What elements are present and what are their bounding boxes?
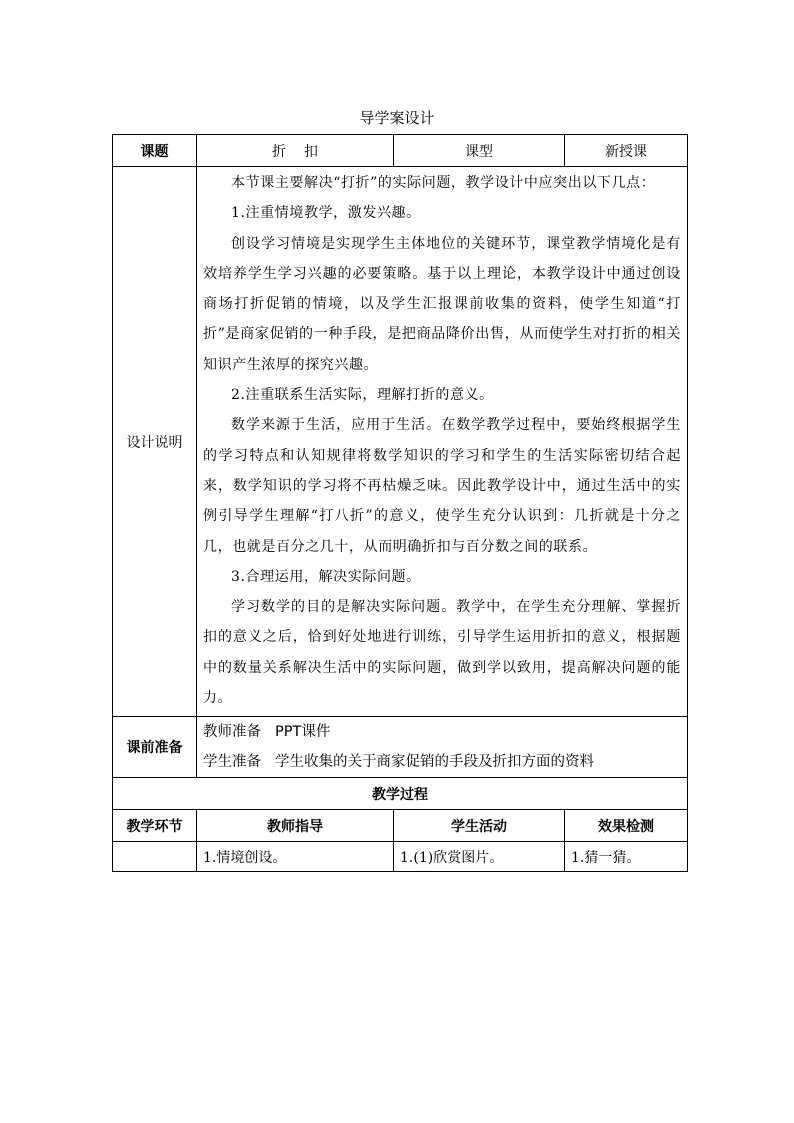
- design-label: 设计说明: [113, 167, 197, 717]
- header-row: [113, 135, 688, 167]
- process-title: 教学过程: [113, 778, 688, 810]
- prep-row: [113, 717, 688, 778]
- student-prep: [203, 747, 687, 777]
- type-value: 新授课: [565, 135, 688, 167]
- table-row: [113, 842, 688, 872]
- table-cell: 1.情境创设。: [197, 842, 394, 872]
- prep-label: 课前准备: [113, 717, 197, 778]
- process-title-row: [113, 778, 688, 810]
- lesson-plan-table: [112, 134, 688, 872]
- column-header: 学生活动: [394, 810, 565, 842]
- student-prep-value: 学生收集的关于商家促销的手段及折扣方面的资料: [275, 754, 594, 771]
- design-description: [197, 167, 688, 717]
- teacher-prep-label: 教师准备: [203, 724, 261, 741]
- table-cell: [113, 842, 197, 872]
- topic-label: 课题: [113, 135, 197, 167]
- design-row: [113, 167, 688, 717]
- student-prep-label: 学生准备: [203, 754, 261, 771]
- type-label: 课型: [394, 135, 565, 167]
- design-paragraph: 1.注重情境教学，激发兴趣。: [231, 205, 421, 222]
- document-title: 导学案设计: [359, 109, 435, 127]
- design-paragraph: 数学来源于生活，应用于生活。在数学教学过程中，要始终根据学生的学习特点和认知规律将数学知识的学习和学生的生活实际密切结合起来，数学知识的学习将不再枯燥乏味。因此教学设计中，通过生活中的实例引导学生理解“打八折”的意义，使学生充分认识到：几折就是十分之几，也就是百分之几十，从而明确折扣与百分数之间的联系。: [203, 417, 681, 555]
- teacher-prep: [203, 717, 687, 747]
- column-header: 教师指导: [197, 810, 394, 842]
- design-paragraph: 3.合理运用，解决实际问题。: [231, 568, 421, 585]
- design-paragraph: 学习数学的目的是解决实际问题。教学中，在学生充分理解、掌握折扣的意义之后，恰到好处地进行训练，引导学生运用折扣的意义，根据题中的数量关系解决生活中的实际问题，做到学以致用，提高解决问题的能力。: [203, 599, 681, 707]
- teacher-prep-value: PPT课件: [275, 724, 331, 741]
- table-cell: 1.(1)欣赏图片。: [394, 842, 565, 872]
- column-header: 教学环节: [113, 810, 197, 842]
- design-paragraph: 本节课主要解决“打折”的实际问题，教学设计中应突出以下几点：: [231, 175, 656, 191]
- design-paragraph: 2.注重联系生活实际，理解打折的意义。: [231, 387, 494, 404]
- table-cell: 1.猜一猜。: [565, 842, 688, 872]
- topic-value: 折扣: [197, 135, 394, 167]
- column-header: 效果检测: [565, 810, 688, 842]
- process-header-row: [113, 810, 688, 842]
- design-paragraph: 创设学习情境是实现学生主体地位的关键环节，课堂教学情境化是有效培养学生学习兴趣的必要策略。基于以上理论，本教学设计中通过创设商场打折促销的情境，以及学生汇报课前收集的资料，使学生知道“打折”是商家促销的一种手段，是把商品降价出售，从而使学生对打折的相关知识产生浓厚的探究兴趣。: [203, 235, 681, 373]
- prep-content: [197, 717, 688, 778]
